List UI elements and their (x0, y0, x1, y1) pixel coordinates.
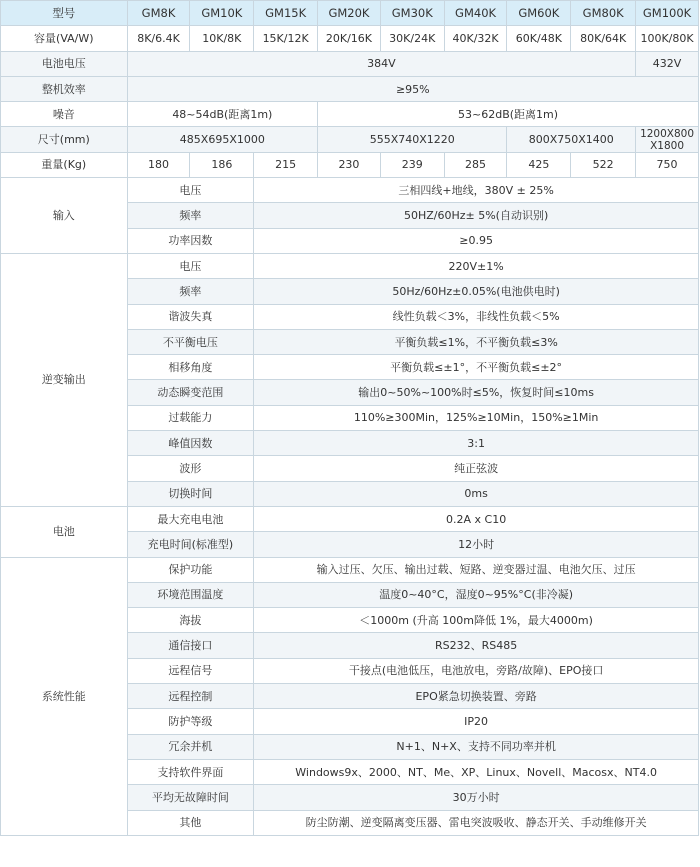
model-label: 型号 (1, 1, 128, 26)
spec-row (1, 178, 699, 203)
spec-value: 平衡负载≤1%，不平衡负载≤3% (254, 329, 699, 354)
noise-value-small: 48~54dB(距离1m) (127, 102, 317, 127)
spec-value: Windows9x、2000、NT、Me、XP、Linux、Novell、Macosx、NT4.0 (254, 759, 699, 784)
spec-label: 最大充电电池 (127, 506, 254, 531)
spec-value: 0ms (254, 481, 699, 506)
efficiency-value: ≥95% (127, 76, 698, 101)
battery-voltage-row (1, 51, 699, 76)
weight-row (1, 152, 699, 177)
spec-label: 平均无故障时间 (127, 785, 254, 810)
spec-label: 远程信号 (127, 658, 254, 683)
spec-row (1, 557, 699, 582)
spec-label: 充电时间(标准型) (127, 532, 254, 557)
model-cell: GM8K (127, 1, 190, 26)
spec-value: IP20 (254, 709, 699, 734)
spec-value: 输入过压、欠压、输出过载、短路、逆变器过温、电池欠压、过压 (254, 557, 699, 582)
model-cell: GM60K (507, 1, 571, 26)
model-cell: GM10K (190, 1, 254, 26)
dimensions-value: 555X740X1220 (318, 127, 507, 152)
spec-label: 切换时间 (127, 481, 254, 506)
spec-label: 功率因数 (127, 228, 254, 253)
spec-value: 温度0~40°C，湿度0~95%°C(非冷凝) (254, 582, 699, 607)
spec-value: 12小时 (254, 532, 699, 557)
spec-value: 平衡负载≤±1°，不平衡负载≤±2° (254, 355, 699, 380)
model-cell: GM40K (444, 1, 507, 26)
spec-value: 30万小时 (254, 785, 699, 810)
model-cell: GM80K (571, 1, 636, 26)
capacity-cell: 100K/80K (636, 26, 699, 51)
weight-cell: 180 (127, 152, 190, 177)
dimensions-value: 800X750X1400 (507, 127, 636, 152)
spec-value: EPO紧急切换装置、旁路 (254, 684, 699, 709)
header-row (1, 1, 699, 26)
spec-value: 220V±1% (254, 253, 699, 278)
spec-value: 50Hz/60Hz±0.05%(电池供电时) (254, 279, 699, 304)
spec-value: ≥0.95 (254, 228, 699, 253)
spec-value: 纯正弦波 (254, 456, 699, 481)
capacity-cell: 20K/16K (318, 26, 381, 51)
weight-cell: 750 (636, 152, 699, 177)
weight-cell: 425 (507, 152, 571, 177)
battery-voltage-value: 384V (127, 51, 635, 76)
spec-value: 110%≥300Min，125%≥10Min，150%≥1Min (254, 405, 699, 430)
weight-cell: 285 (444, 152, 507, 177)
spec-label: 过载能力 (127, 405, 254, 430)
noise-label: 噪音 (1, 102, 128, 127)
dimensions-value-last: 1200X800 X1800 (636, 127, 699, 152)
model-cell: GM30K (380, 1, 444, 26)
spec-value: RS232、RS485 (254, 633, 699, 658)
spec-label: 保护功能 (127, 557, 254, 582)
spec-label: 动态瞬变范围 (127, 380, 254, 405)
spec-value: 三相四线+地线，380V ± 25% (254, 178, 699, 203)
spec-label: 电压 (127, 253, 254, 278)
spec-row (1, 506, 699, 531)
battery-group-label: 电池 (1, 506, 128, 557)
weight-cell: 230 (318, 152, 381, 177)
noise-value-large: 53~62dB(距离1m) (318, 102, 699, 127)
spec-value: 线性负载＜3%，非线性负载＜5% (254, 304, 699, 329)
capacity-cell: 10K/8K (190, 26, 254, 51)
dimensions-label: 尺寸(mm) (1, 127, 128, 152)
spec-label: 谐波失真 (127, 304, 254, 329)
spec-label: 通信接口 (127, 633, 254, 658)
inverter-group-label: 逆变输出 (1, 253, 128, 506)
spec-row (1, 253, 699, 278)
spec-value: 干接点(电池低压，电池放电，旁路/故障)、EPO接口 (254, 658, 699, 683)
spec-label: 频率 (127, 279, 254, 304)
capacity-label: 容量(VA/W) (1, 26, 128, 51)
spec-label: 电压 (127, 178, 254, 203)
model-cell: GM100K (636, 1, 699, 26)
spec-value: 0.2A x C10 (254, 506, 699, 531)
spec-value: ＜1000m (升高 100m降低 1%，最大4000m) (254, 608, 699, 633)
efficiency-label: 整机效率 (1, 76, 128, 101)
battery-voltage-value-last: 432V (636, 51, 699, 76)
capacity-cell: 8K/6.4K (127, 26, 190, 51)
spec-label: 其他 (127, 810, 254, 835)
battery-voltage-label: 电池电压 (1, 51, 128, 76)
spec-value: 防尘防潮、逆变隔离变压器、雷电突波吸收、静态开关、手动维修开关 (254, 810, 699, 835)
weight-cell: 186 (190, 152, 254, 177)
noise-row (1, 102, 699, 127)
dimensions-row (1, 127, 699, 152)
spec-value: 50HZ/60Hz± 5%(自动识别) (254, 203, 699, 228)
capacity-cell: 60K/48K (507, 26, 571, 51)
spec-label: 冗余并机 (127, 734, 254, 759)
weight-cell: 239 (380, 152, 444, 177)
capacity-cell: 15K/12K (254, 26, 318, 51)
system-group-label: 系统性能 (1, 557, 128, 835)
spec-label: 波形 (127, 456, 254, 481)
input-group-label: 输入 (1, 178, 128, 254)
spec-label: 海拔 (127, 608, 254, 633)
weight-cell: 215 (254, 152, 318, 177)
capacity-cell: 30K/24K (380, 26, 444, 51)
spec-label: 支持软件界面 (127, 759, 254, 784)
spec-label: 远程控制 (127, 684, 254, 709)
weight-label: 重量(Kg) (1, 152, 128, 177)
capacity-cell: 80K/64K (571, 26, 636, 51)
spec-label: 相移角度 (127, 355, 254, 380)
spec-label: 环境范围温度 (127, 582, 254, 607)
capacity-cell: 40K/32K (444, 26, 507, 51)
efficiency-row (1, 76, 699, 101)
model-cell: GM15K (254, 1, 318, 26)
model-cell: GM20K (318, 1, 381, 26)
spec-value: N+1、N+X、支持不同功率并机 (254, 734, 699, 759)
spec-value: 输出0~50%~100%时≤5%，恢复时间≤10ms (254, 380, 699, 405)
spec-label: 频率 (127, 203, 254, 228)
dimensions-value: 485X695X1000 (127, 127, 317, 152)
weight-cell: 522 (571, 152, 636, 177)
capacity-row (1, 26, 699, 51)
spec-label: 不平衡电压 (127, 329, 254, 354)
spec-value: 3:1 (254, 431, 699, 456)
spec-label: 峰值因数 (127, 431, 254, 456)
spec-label: 防护等级 (127, 709, 254, 734)
